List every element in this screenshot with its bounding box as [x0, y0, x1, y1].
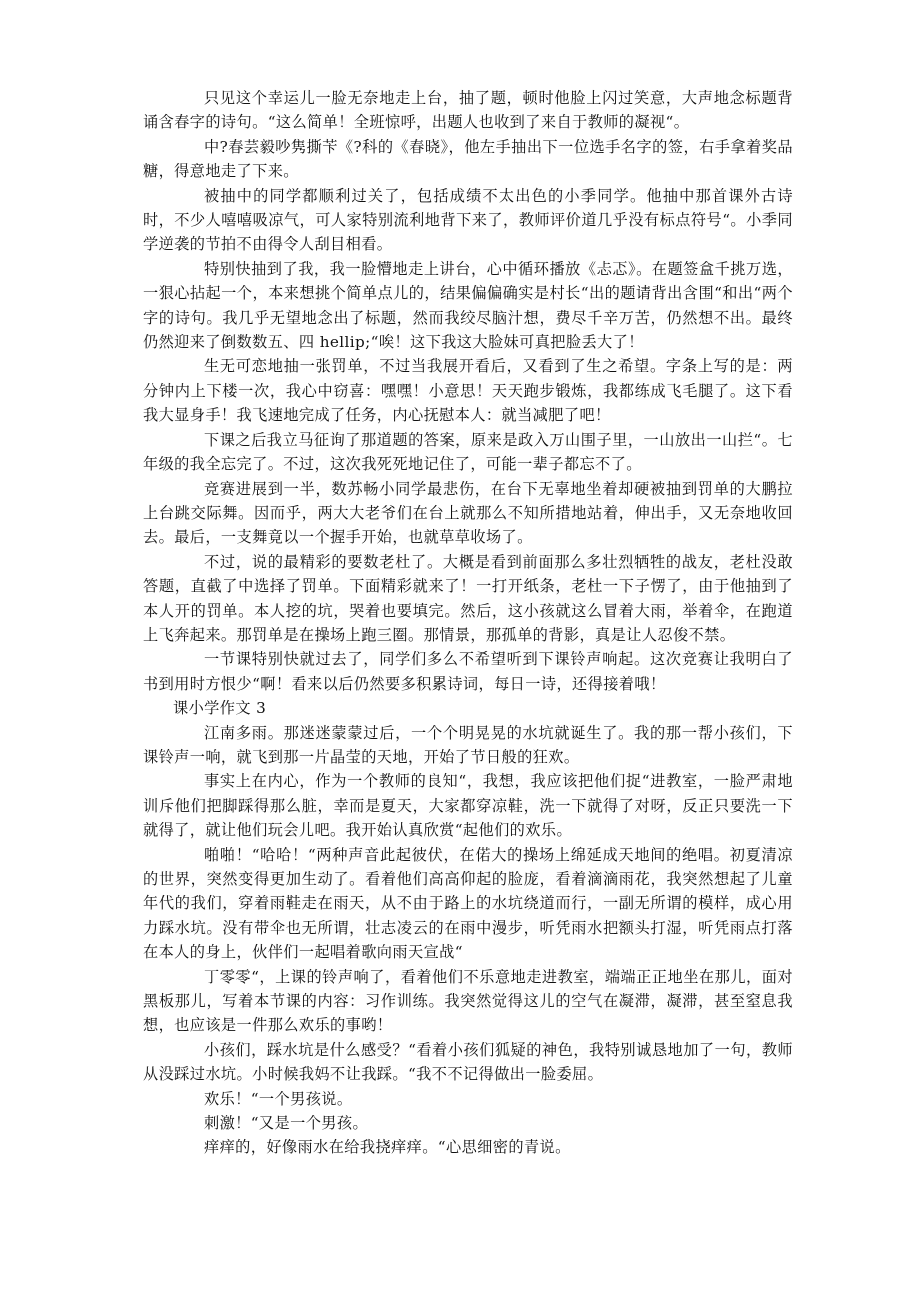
paragraph: 中?春芸毅吵隽撕苄《?科的《春晓》，他左手抽出下一位选手名字的签，右手拿着奖品糖，得意地走了下来。 — [143, 137, 793, 181]
paragraph: 痒痒的，好像雨水在给我挠痒痒。“心思细密的青说。 — [204, 1138, 571, 1157]
paragraph: 江南多雨。那迷迷蒙蒙过后，一个个明晃晃的水坑就诞生了。我的那一帮小孩们，下课铃声一响，就飞到那一片晶莹的天地，开始了节日般的狂欢。 — [143, 723, 793, 766]
paragraph: 小孩们，踩水坑是什么感受？“看着小孩们狐疑的神色，我特别诚恳地加了一句，教师从没踩过水坑。小时候我妈不让我踩。“我不不记得做出一脸委屈。 — [143, 1040, 793, 1084]
document-body — [143, 86, 793, 1160]
paragraph: 只见这个幸运儿一脸无奈地走上台，抽了题，顿时他脸上闪过笑意，大声地念标题背诵含春字的诗句。“这么简单！全班惊呼，出题人也收到了来自于教师的凝视“。 — [143, 89, 793, 132]
paragraph: 一节课特别快就过去了，同学们多么不希望听到下课铃声响起。这次竞赛让我明白了书到用时方恨少“啊！看来以后仍然要多积累诗词，每日一诗，还得接着哦！ — [143, 650, 793, 693]
paragraph: 啪啪！“哈哈！“两种声音此起彼伏，在偌大的操场上绵延成天地间的绝唱。初夏清凉的世界，突然变得更加生动了。看着他们高高仰起的脸庞，看着滴滴雨花，我突然想起了儿童年代的我们，穿着雨鞋走在雨天，从不由于路上的水坑绕道而行，一副无所谓的模样，成心用力踩水坑。没有带伞也无所谓，壮志凌云的在雨中漫步，听凭雨水把额头打湿，听凭雨点打落在本人的身上，伙伴们一起唱着歌向雨天宣战“ — [143, 845, 793, 962]
paragraph: 下课之后我立马征询了那道题的答案，原来是政入万山围子里，一山放出一山拦“。七年级的我全忘完了。不过，这次我死死地记住了，可能一辈子都忘不了。 — [143, 430, 793, 474]
paragraph: 被抽中的同学都顺利过关了，包括成绩不太出色的小季同学。他抽中那首课外古诗时，不少人嘻嘻吸凉气，可人家特别流利地背下来了，教师评价道几乎没有标点符号“。小季同学逆袭的节拍不由得令人刮目相看。 — [143, 186, 793, 254]
paragraph: 刺激！“又是一个男孩。 — [204, 1114, 369, 1133]
paragraph: 特别快抽到了我，我一脸懵地走上讲台，心中循环播放《忐忑》。在题签盒千挑万选，一狠心拈起一个，本来想挑个简单点儿的，结果偏偏确实是村长“出的题请背出含围“和出“两个字的诗句。我几乎无望地念出了标题，然而我绞尽脑汁想，费尽千辛万苦，仍然想不出。最终仍然迎来了倒数数五、四 hellip;“唉！这下我这大脸妹可真把脸丢大了！ — [143, 259, 793, 352]
paragraph: 丁零零“，上课的铃声响了，看着他们不乐意地走进教室，端端正正地坐在那儿，面对黑板那儿，写着本节课的内容：习作训练。我突然觉得这儿的空气在凝滞，凝滞，甚至窒息我想，也应该是一件那么欢乐的事哟！ — [143, 967, 793, 1035]
paragraph: 不过，说的最精彩的要数老杜了。大概是看到前面那么多壮烈牺牲的战友，老杜没敢答题，直截了中选择了罚单。下面精彩就来了！一打开纸条，老杜一下子愣了，由于他抽到了本人开的罚单。本人挖的坑，哭着也要填完。然后，这小孩就这么冒着大雨，举着伞，在跑道上飞奔起来。那罚单是在操场上跑三圈。那情景，那孤单的背影，真是让人忍俊不禁。 — [143, 552, 793, 644]
paragraph: 欢乐！“一个男孩说。 — [204, 1089, 353, 1108]
paragraph: 生无可恋地抽一张罚单，不过当我展开看后，又看到了生之希望。字条上写的是：两分钟内上下楼一次，我心中窃喜：嘿嘿！小意思！天天跑步锻炼，我都练成飞毛腿了。这下看我大显身手！我飞速地完成了任务，内心抚慰本人：就当减肥了吧！ — [143, 357, 793, 425]
section-heading: 课小学作文 3 — [173, 699, 267, 718]
paragraph: 竞赛进展到一半，数苏畅小同学最悲伤，在台下无辜地坐着却硬被抽到罚单的大鹏拉上台跳交际舞。因而乎，两大大老爷们在台上就那么不知所措地站着，伸出手，又无奈地收回去。最后，一支舞竟以一个握手开始，也就草草收场了。 — [143, 479, 793, 547]
paragraph: 事实上在内心，作为一个教师的良知“，我想，我应该把他们捉“进教室，一脸严肃地训斥他们把脚踩得那么脏，幸而是夏天，大家都穿凉鞋，洗一下就得了对呀，反正只要洗一下就得了，就让他们玩会儿吧。我开始认真欣赏“起他们的欢乐。 — [143, 772, 793, 840]
